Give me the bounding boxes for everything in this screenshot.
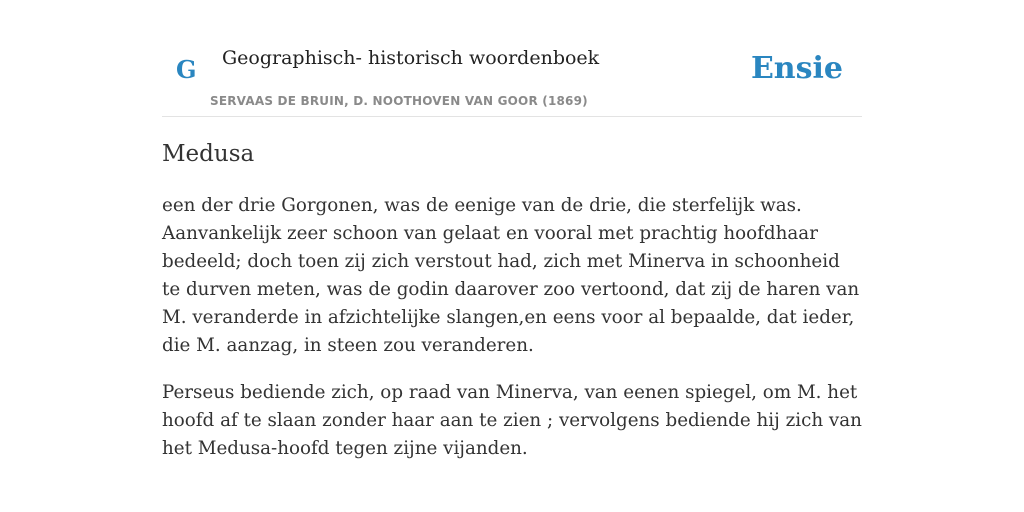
entry-body [162,192,862,482]
page-container [162,0,862,459]
ensie-logo[interactable]: Ensie [750,51,843,86]
book-header [162,0,862,117]
book-author: SERVAAS DE BRUIN, D. NOOTHOVEN VAN GOOR (1869) [210,94,588,108]
book-letter-icon[interactable]: G [176,55,197,84]
entry-paragraph: Perseus bediende zich, op raad van Minerva, van eenen spiegel, om M. het hoofd af te slaan zonder haar aan te zien ; vervolgens bediende hij zich van het Medusa-hoofd tegen zijne vijanden. [162,382,862,459]
book-title-link[interactable]: Geographisch- historisch woordenboek [222,47,600,69]
entry-title: Medusa [162,141,255,167]
entry-paragraph: een der drie Gorgonen, was de eenige van de drie, die sterfelijk was. Aanvankelijk zeer schoon van gelaat en vooral met prachtig hoofdhaar bedeeld; doch toen zij zich verstout had, zich met Minerva in schoonheid te durven meten, was de godin daarover zoo vertoond, dat zij de haren van M. veranderde in afzichtelijke slangen,en eens voor al bepaalde, dat ieder, die M. aanzag, in steen zou veranderen. [162,195,860,356]
